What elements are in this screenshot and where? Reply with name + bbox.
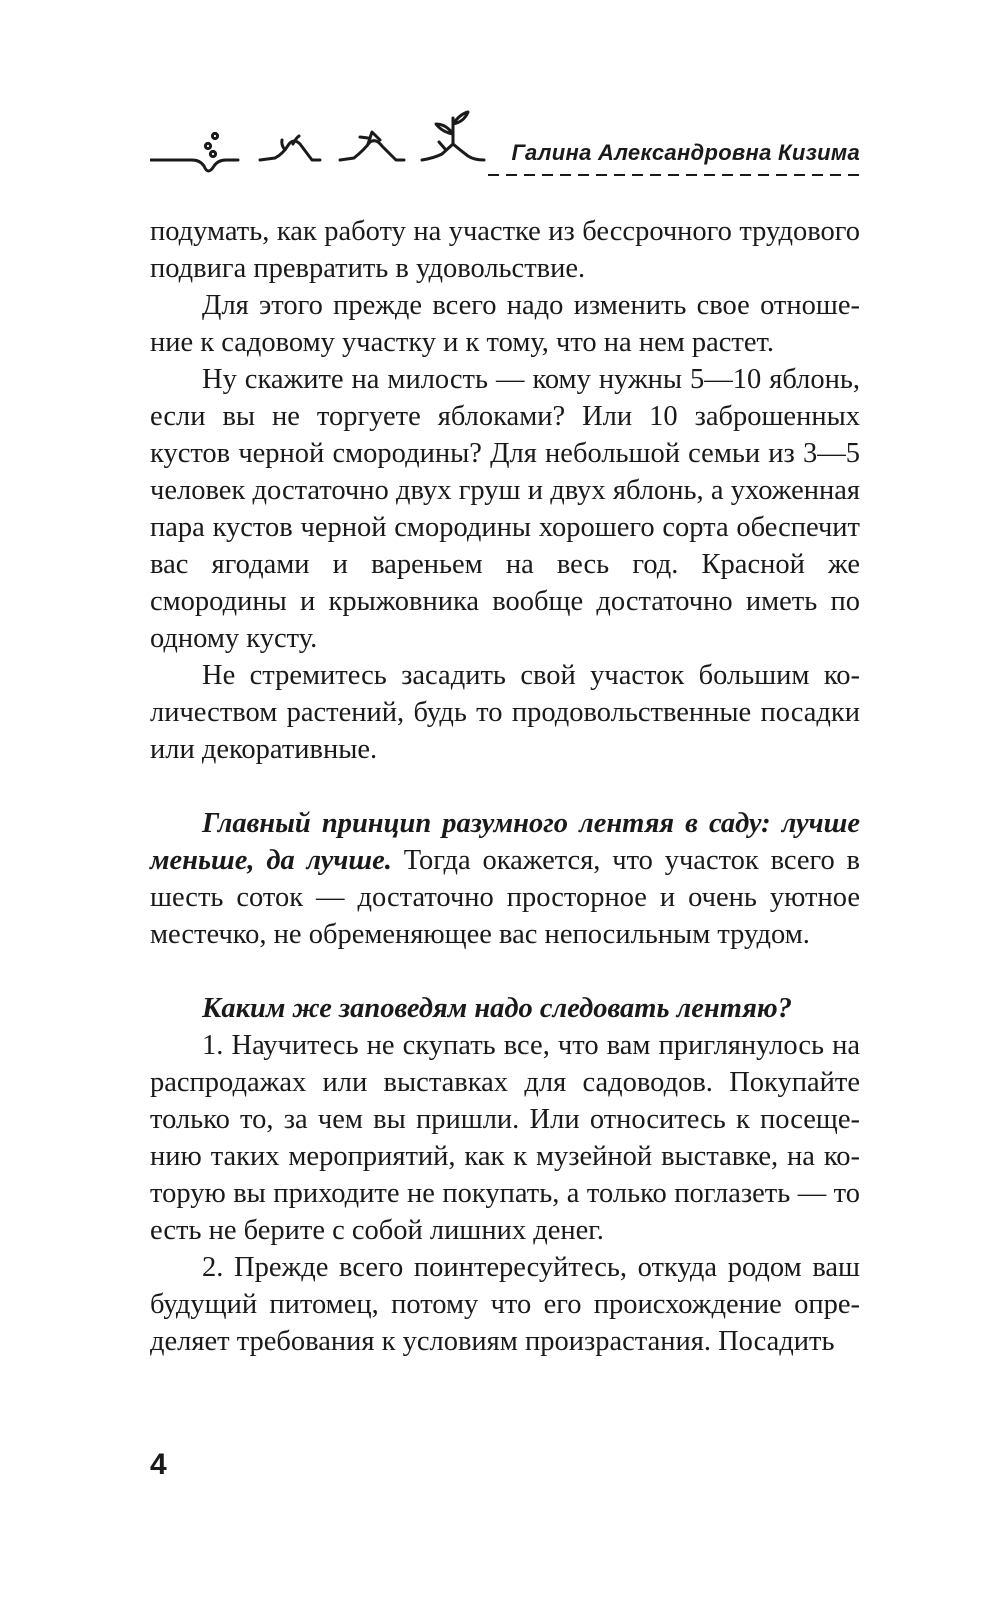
paragraph: Для этого прежде всего надо изменить свое отношение к садовому участку и к тому, что на нем растет. xyxy=(150,290,860,358)
running-header xyxy=(150,110,860,190)
paragraph: Ну скажите на милость — кому нужны 5—10 яблонь, если вы не торгуете яблоками? Или 10 заброшенных кустов черной смородины? Для небольшой семьи из 3—5 человек достаточно двух груш и двух яблонь, а ухоженная пара кустов черной смородины хорошего сорта обеспечит вас ягодами и вареньем на весь год. Красной же смородины и крыжовника вообще достаточно иметь по одному кусту. xyxy=(150,364,860,654)
list-item: 2. Прежде всего поинтересуйтесь, откуда родом ваш будущий питомец, потому что его происхождение определяет требования к условиям произрастания. Посадить xyxy=(150,1252,860,1357)
paragraph: Не стремитесь засадить свой участок большим количеством растений, будь то продовольственные посадки или декоративные. xyxy=(150,660,860,765)
principle-emphasis: Главный принцип разумного лентяя в саду: лучше меньше, да лучше. xyxy=(150,808,860,876)
page-body xyxy=(150,213,860,1360)
page-number: 4 xyxy=(150,1448,167,1481)
principle-text: Тогда окажется, что участок всего в шесть соток — достаточно просторное и очень уютное местечко, не обременяющее вас непосильным трудом. xyxy=(150,845,860,950)
list-item: 1. Научитесь не скупать все, что вам приглянулось на распродажах или выставках для садоводов. Покупайте только то, за чем вы пришли. Или относитесь к посещению таких мероприятий, как к музейной выставке, на которую вы приходите не покупать, а только поглазеть — то есть не берите с собой лишних денег. xyxy=(150,1030,860,1246)
principle-paragraph xyxy=(150,805,860,953)
section-question: Каким же заповедям надо следовать лентяю? xyxy=(202,993,792,1024)
running-title: Галина Александровна Кизима xyxy=(511,140,860,165)
paragraph: подумать, как работу на участке из бессрочного трудового подвига превратить в удовольствие. xyxy=(150,216,860,284)
